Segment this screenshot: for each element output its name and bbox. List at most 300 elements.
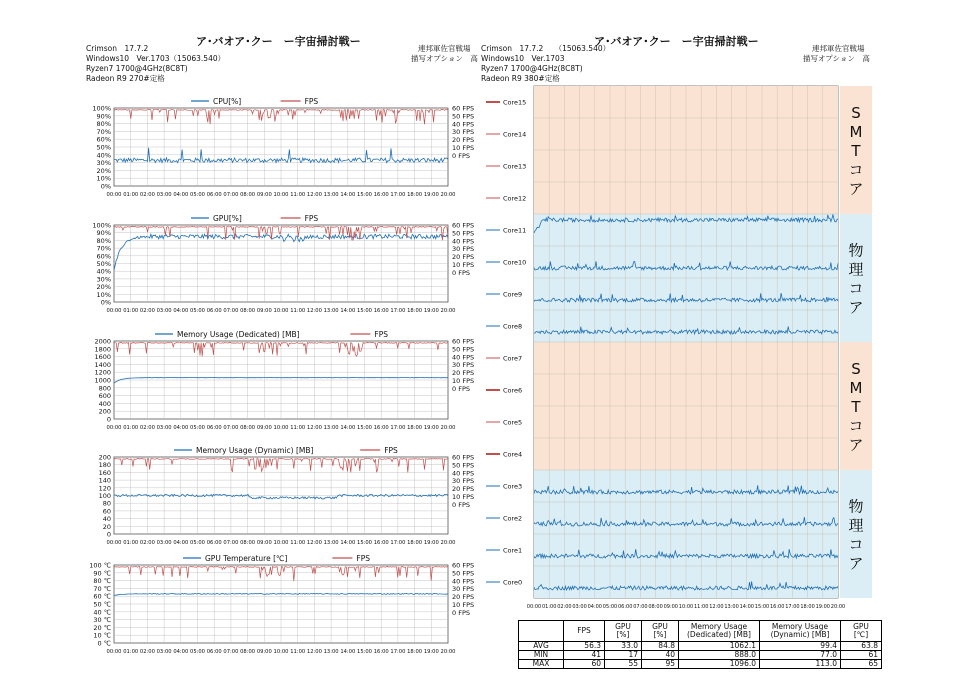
x-tick-label: 06:00 — [206, 192, 222, 198]
stats-cell: 65 — [841, 660, 882, 669]
core-band-label: S — [851, 360, 861, 378]
fps-tick-label: 60 FPS — [452, 453, 475, 462]
y-tick-label: 100 — [98, 492, 111, 500]
y-tick-label: 0 — [106, 415, 111, 424]
fps-tick-label: 10 FPS — [452, 377, 475, 385]
x-tick-label: 08:00 — [240, 308, 256, 314]
y-tick-label: 90% — [96, 112, 111, 121]
x-tick-label: 14:00 — [340, 649, 356, 655]
x-tick-label: 09:00 — [256, 192, 272, 198]
fps-tick-label: 60 FPS — [452, 337, 475, 346]
legend-label-metric: Memory Usage (Dedicated) [MB] — [177, 330, 300, 339]
y-tick-label: 0% — [100, 182, 111, 191]
x-tick-label: 06:00 — [206, 649, 222, 655]
y-tick-label: 60% — [96, 135, 111, 144]
y-tick-label: 60 ℃ — [93, 592, 111, 601]
x-tick-label: 03:00 — [156, 308, 172, 314]
x-tick-label: 17:00 — [390, 649, 406, 655]
fps-tick-label: 50 FPS — [452, 569, 475, 578]
x-tick-label: 02:00 — [139, 308, 155, 314]
left-driver: Crimson 17.7.2 — [86, 44, 149, 53]
x-tick-label: 17:00 — [390, 192, 406, 198]
x-tick-label: 01:00 — [123, 192, 139, 198]
fps-tick-label: 50 FPS — [452, 112, 475, 121]
x-tick-label: 16:00 — [373, 308, 389, 314]
x-tick-label: 06:00 — [206, 425, 222, 431]
x-tick-label: 07:00 — [223, 540, 239, 546]
fps-tick-label: 60 FPS — [452, 104, 475, 113]
core-band-label: コ — [848, 417, 864, 435]
y-tick-label: 1800 — [94, 345, 111, 354]
x-tick-label: 20:00 — [440, 649, 456, 655]
x-tick-label: 18:00 — [407, 308, 423, 314]
core-x-tick-label: 12:00 — [709, 604, 724, 610]
x-tick-label: 00:00 — [106, 308, 122, 314]
core-legend-label: Core3 — [503, 482, 523, 491]
core-x-tick-label: 11:00 — [693, 604, 709, 610]
core-band-label: 物 — [848, 497, 864, 516]
x-tick-label: 02:00 — [139, 540, 155, 546]
x-tick-label: 11:00 — [290, 308, 306, 314]
legend-label-metric: GPU Temperature [℃] — [205, 554, 288, 563]
stats-cell: 17 — [605, 651, 642, 660]
core-legend-label: Core14 — [503, 130, 527, 139]
y-tick-label: 20% — [96, 166, 111, 175]
stats-cell: 888.0 — [679, 651, 760, 660]
stats-cell: 63.8 — [841, 642, 882, 651]
core-band-label: M — [849, 379, 863, 397]
right-option: 描写オプション 高 — [803, 54, 870, 63]
stats-cell: 56.3 — [564, 642, 605, 651]
y-tick-label: 160 — [98, 468, 111, 477]
x-tick-label: 16:00 — [373, 649, 389, 655]
fps-tick-label: 10 FPS — [452, 601, 475, 609]
x-tick-label: 06:00 — [206, 308, 222, 314]
core-x-tick-label: 13:00 — [724, 604, 739, 610]
core-band-label: ア — [848, 554, 864, 573]
stats-header: FPS — [564, 621, 605, 642]
x-tick-label: 15:00 — [357, 540, 372, 546]
stats-header: Memory Usage (Dedicated) [MB] — [679, 621, 760, 642]
x-tick-label: 12:00 — [306, 192, 322, 198]
core-band-label: 物 — [848, 241, 864, 260]
y-tick-label: 90% — [96, 229, 111, 238]
stats-cell: 95 — [642, 660, 679, 669]
y-tick-label: 60% — [96, 252, 111, 261]
core-legend-label: Core2 — [503, 514, 523, 523]
x-tick-label: 11:00 — [290, 649, 306, 655]
legend-label-fps: FPS — [304, 214, 319, 223]
x-tick-label: 15:00 — [357, 425, 372, 431]
y-tick-label: 0% — [100, 298, 111, 307]
core-band-label: T — [851, 398, 861, 416]
y-tick-label: 70 ℃ — [93, 584, 111, 593]
fps-tick-label: 0 FPS — [452, 268, 470, 277]
fps-tick-label: 0 FPS — [452, 151, 470, 160]
legend-label-metric: CPU[%] — [213, 97, 242, 106]
right-stage: 連邦軍佐官戦場 — [812, 44, 865, 53]
x-tick-label: 10:00 — [273, 308, 289, 314]
x-tick-label: 10:00 — [273, 649, 289, 655]
y-tick-label: 80% — [96, 236, 111, 245]
y-tick-label: 180 — [98, 461, 111, 470]
y-tick-label: 50% — [96, 143, 111, 152]
core-x-tick-label: 03:00 — [572, 604, 587, 610]
fps-tick-label: 60 FPS — [452, 221, 475, 230]
fps-tick-label: 40 FPS — [452, 353, 475, 362]
y-tick-label: 600 — [98, 392, 111, 401]
y-tick-label: 80% — [96, 120, 111, 129]
x-tick-label: 08:00 — [240, 192, 256, 198]
y-tick-label: 2000 — [94, 337, 111, 346]
right-cpu: Ryzen7 1700@4GHz(8C8T) — [481, 64, 583, 73]
core-band-label: ア — [848, 298, 864, 317]
core-x-tick-label: 04:00 — [587, 604, 603, 610]
y-tick-label: 400 — [98, 399, 111, 408]
core-x-tick-label: 17:00 — [785, 604, 800, 610]
fps-tick-label: 20 FPS — [452, 485, 475, 494]
y-tick-label: 10% — [96, 290, 111, 299]
legend-label-metric: Memory Usage (Dynamic) [MB] — [196, 446, 314, 455]
core-x-tick-label: 09:00 — [663, 604, 679, 610]
x-tick-label: 05:00 — [190, 308, 205, 314]
right-os: Windows10 Ver.1703 — [481, 54, 565, 63]
legend-label-fps: FPS — [356, 554, 371, 563]
stats-row-label: AVG — [519, 642, 564, 651]
x-tick-label: 13:00 — [323, 425, 339, 431]
stats-cell: 40 — [642, 651, 679, 660]
fps-tick-label: 50 FPS — [452, 229, 475, 238]
y-tick-label: 200 — [98, 407, 111, 416]
x-tick-label: 00:00 — [106, 540, 122, 546]
x-tick-label: 18:00 — [407, 425, 423, 431]
x-tick-label: 12:00 — [306, 540, 322, 546]
x-tick-label: 16:00 — [373, 425, 389, 431]
x-tick-label: 15:00 — [357, 649, 372, 655]
core-band-label: ア — [848, 180, 864, 198]
stats-row-label: MAX — [519, 660, 564, 669]
x-tick-label: 16:00 — [373, 540, 389, 546]
y-tick-label: 200 — [98, 453, 111, 462]
x-tick-label: 14:00 — [340, 308, 356, 314]
fps-tick-label: 40 FPS — [452, 120, 475, 129]
y-tick-label: 30% — [96, 275, 111, 284]
stats-corner — [519, 621, 564, 642]
fps-tick-label: 20 FPS — [452, 369, 475, 378]
stats-row-label: MIN — [519, 651, 564, 660]
x-tick-label: 11:00 — [290, 425, 306, 431]
core-x-tick-label: 10:00 — [678, 604, 694, 610]
core-legend-label: Core4 — [503, 450, 523, 459]
fps-tick-label: 30 FPS — [452, 361, 475, 370]
x-tick-label: 17:00 — [390, 308, 406, 314]
core-band-label: コ — [848, 535, 864, 554]
fps-tick-label: 40 FPS — [452, 577, 475, 586]
y-tick-label: 1000 — [94, 376, 111, 385]
core-x-tick-label: 02:00 — [557, 604, 572, 610]
x-tick-label: 10:00 — [273, 425, 289, 431]
x-tick-label: 04:00 — [173, 649, 189, 655]
x-tick-label: 14:00 — [340, 192, 356, 198]
right-title: ア･バオア･クー ー宇宙掃討戦ー — [594, 35, 759, 48]
fps-tick-label: 20 FPS — [452, 253, 475, 262]
x-tick-label: 13:00 — [323, 308, 339, 314]
y-tick-label: 140 — [98, 476, 111, 485]
fps-tick-label: 10 FPS — [452, 493, 475, 501]
stats-header: Memory Usage (Dynamic) [MB] — [760, 621, 841, 642]
core-legend-label: Core6 — [503, 386, 523, 395]
x-tick-label: 01:00 — [123, 425, 139, 431]
y-tick-label: 30% — [96, 159, 111, 168]
x-tick-label: 08:00 — [240, 649, 256, 655]
x-tick-label: 05:00 — [190, 649, 205, 655]
x-tick-label: 19:00 — [423, 308, 439, 314]
x-tick-label: 18:00 — [407, 649, 423, 655]
x-tick-label: 18:00 — [407, 192, 423, 198]
core-legend-label: Core0 — [503, 578, 523, 587]
x-tick-label: 19:00 — [423, 540, 439, 546]
x-tick-label: 17:00 — [390, 425, 406, 431]
x-tick-label: 08:00 — [240, 425, 256, 431]
core-x-tick-label: 20:00 — [830, 604, 846, 610]
y-tick-label: 10 ℃ — [93, 631, 111, 640]
stats-cell: 99.4 — [760, 642, 841, 651]
left-stage: 連邦軍佐官戦場 — [418, 44, 471, 53]
core-x-tick-label: 07:00 — [633, 604, 648, 610]
y-tick-label: 1600 — [94, 353, 111, 362]
fps-tick-label: 10 FPS — [452, 144, 475, 152]
y-tick-label: 100 ℃ — [89, 561, 111, 570]
x-tick-label: 08:00 — [240, 540, 256, 546]
core-band-label: コ — [848, 279, 864, 298]
x-tick-label: 01:00 — [123, 308, 139, 314]
x-tick-label: 12:00 — [306, 308, 322, 314]
x-tick-label: 07:00 — [223, 425, 239, 431]
core-x-tick-label: 08:00 — [648, 604, 663, 610]
y-tick-label: 80 ℃ — [93, 577, 111, 586]
left-cpu: Ryzen7 1700@4GHz(8C8T) — [86, 64, 188, 73]
y-tick-label: 40% — [96, 267, 111, 276]
x-tick-label: 00:00 — [106, 649, 122, 655]
x-tick-label: 14:00 — [340, 540, 356, 546]
x-tick-label: 10:00 — [273, 192, 289, 198]
x-tick-label: 20:00 — [440, 308, 456, 314]
core-band-label: T — [851, 142, 861, 160]
stats-cell: 55 — [605, 660, 642, 669]
y-tick-label: 1400 — [94, 360, 111, 369]
y-tick-label: 120 — [98, 484, 111, 493]
x-tick-label: 05:00 — [190, 425, 205, 431]
stats-cell: 77.0 — [760, 651, 841, 660]
core-band-label: 理 — [848, 516, 864, 535]
x-tick-label: 14:00 — [340, 425, 356, 431]
legend-label-fps: FPS — [384, 446, 398, 455]
legend-label-fps: FPS — [374, 330, 389, 339]
stats-cell: 113.0 — [760, 660, 841, 669]
core-x-tick-label: 00:00 — [526, 604, 542, 610]
core-legend-label: Core12 — [503, 194, 527, 203]
core-legend-label: Core1 — [503, 546, 523, 555]
x-tick-label: 17:00 — [390, 540, 406, 546]
core-band-label: 理 — [848, 260, 864, 279]
x-tick-label: 11:00 — [290, 192, 306, 198]
x-tick-label: 00:00 — [106, 192, 122, 198]
x-tick-label: 18:00 — [407, 540, 423, 546]
x-tick-label: 07:00 — [223, 308, 239, 314]
x-tick-label: 07:00 — [223, 649, 239, 655]
stats-cell: 61 — [841, 651, 882, 660]
right-gpu: Radeon R9 380#定格 — [481, 74, 560, 83]
core-x-tick-label: 16:00 — [769, 604, 785, 610]
fps-tick-label: 60 FPS — [452, 561, 475, 570]
stats-cell: 1096.0 — [679, 660, 760, 669]
x-tick-label: 13:00 — [323, 192, 339, 198]
x-tick-label: 20:00 — [440, 192, 456, 198]
stats-header: GPU [%] — [605, 621, 642, 642]
left-title: ア･バオア･クー ー宇宙掃討戦ー — [196, 35, 361, 48]
y-tick-label: 100% — [92, 221, 111, 230]
x-tick-label: 02:00 — [139, 425, 155, 431]
x-tick-label: 02:00 — [139, 649, 155, 655]
core-legend-label: Core8 — [503, 322, 523, 331]
y-tick-label: 40 — [102, 515, 111, 524]
x-tick-label: 09:00 — [256, 308, 272, 314]
x-tick-label: 04:00 — [173, 540, 189, 546]
fps-tick-label: 30 FPS — [452, 585, 475, 594]
fps-tick-label: 0 FPS — [452, 384, 470, 393]
left-option: 描写オプション 高 — [411, 54, 478, 63]
stats-cell: 41 — [564, 651, 605, 660]
fps-tick-label: 20 FPS — [452, 593, 475, 602]
y-tick-label: 70% — [96, 244, 111, 253]
core-band-label: S — [851, 104, 861, 122]
fps-tick-label: 50 FPS — [452, 461, 475, 470]
fps-tick-label: 0 FPS — [452, 608, 470, 617]
x-tick-label: 00:00 — [106, 425, 122, 431]
core-band-label: ア — [848, 436, 864, 454]
x-tick-label: 03:00 — [156, 192, 172, 198]
y-tick-label: 50% — [96, 260, 111, 268]
core-legend-label: Core7 — [503, 354, 523, 363]
x-tick-label: 12:00 — [306, 649, 322, 655]
fps-tick-label: 30 FPS — [452, 477, 475, 486]
x-tick-label: 09:00 — [256, 425, 272, 431]
core-x-tick-label: 18:00 — [800, 604, 815, 610]
x-tick-label: 02:00 — [139, 192, 155, 198]
y-tick-label: 20% — [96, 283, 111, 292]
left-os: Windows10 Ver.1703（15063.540） — [86, 54, 226, 63]
fps-tick-label: 50 FPS — [452, 345, 475, 354]
y-tick-label: 20 ℃ — [93, 623, 111, 632]
x-tick-label: 12:00 — [306, 425, 322, 431]
x-tick-label: 15:00 — [357, 192, 372, 198]
legend-label-fps: FPS — [304, 97, 319, 106]
y-tick-label: 90 ℃ — [93, 569, 111, 578]
x-tick-label: 16:00 — [373, 192, 389, 198]
core-x-tick-label: 06:00 — [617, 604, 633, 610]
y-tick-label: 40 ℃ — [93, 608, 111, 617]
fps-tick-label: 0 FPS — [452, 500, 470, 509]
fps-tick-label: 10 FPS — [452, 261, 475, 269]
y-tick-label: 1200 — [94, 368, 111, 377]
x-tick-label: 20:00 — [440, 425, 456, 431]
x-tick-label: 19:00 — [423, 192, 439, 198]
x-tick-label: 10:00 — [273, 540, 289, 546]
x-tick-label: 20:00 — [440, 540, 456, 546]
y-tick-label: 70% — [96, 127, 111, 136]
stats-cell: 1062.1 — [679, 642, 760, 651]
stats-cell: 84.8 — [642, 642, 679, 651]
x-tick-label: 04:00 — [173, 192, 189, 198]
x-tick-label: 01:00 — [123, 540, 139, 546]
y-tick-label: 0 ℃ — [97, 639, 111, 648]
x-tick-label: 06:00 — [206, 540, 222, 546]
y-tick-label: 100% — [92, 104, 111, 113]
x-tick-label: 03:00 — [156, 649, 172, 655]
fps-tick-label: 40 FPS — [452, 237, 475, 246]
right-driver: Crimson 17.7.2 （15063.540） — [481, 44, 611, 53]
stats-header-row — [519, 621, 882, 642]
core-band-label: M — [849, 123, 863, 141]
stats-cell: 33.0 — [605, 642, 642, 651]
y-tick-label: 30 ℃ — [93, 616, 111, 625]
x-tick-label: 04:00 — [173, 308, 189, 314]
y-tick-label: 60 — [102, 507, 111, 516]
core-legend-label: Core13 — [503, 162, 527, 171]
x-tick-label: 03:00 — [156, 425, 172, 431]
x-tick-label: 09:00 — [256, 540, 272, 546]
fps-tick-label: 40 FPS — [452, 469, 475, 478]
core-legend-label: Core9 — [503, 290, 523, 299]
x-tick-label: 01:00 — [123, 649, 139, 655]
stats-cell: 60 — [564, 660, 605, 669]
x-tick-label: 19:00 — [423, 425, 439, 431]
core-x-tick-label: 01:00 — [541, 604, 557, 610]
x-tick-label: 04:00 — [173, 425, 189, 431]
x-tick-label: 07:00 — [223, 192, 239, 198]
y-tick-label: 800 — [98, 384, 111, 393]
x-tick-label: 15:00 — [357, 308, 372, 314]
stats-header: GPU [℃] — [841, 621, 882, 642]
y-tick-label: 20 — [102, 522, 111, 531]
core-legend-label: Core11 — [503, 226, 527, 235]
core-legend-label: Core10 — [503, 258, 527, 267]
core-x-tick-label: 15:00 — [754, 604, 770, 610]
legend-label-metric: GPU[%] — [213, 214, 242, 223]
x-tick-label: 03:00 — [156, 540, 172, 546]
stats-row — [519, 660, 882, 669]
y-tick-label: 10% — [96, 174, 111, 183]
core-x-tick-label: 19:00 — [815, 604, 831, 610]
x-tick-label: 05:00 — [190, 540, 205, 546]
x-tick-label: 05:00 — [190, 192, 205, 198]
y-tick-label: 50 ℃ — [93, 600, 111, 609]
x-tick-label: 13:00 — [323, 540, 339, 546]
fps-tick-label: 30 FPS — [452, 245, 475, 254]
x-tick-label: 13:00 — [323, 649, 339, 655]
core-band-label: コ — [848, 161, 864, 179]
y-tick-label: 40% — [96, 151, 111, 160]
y-tick-label: 0 — [106, 530, 111, 539]
core-legend-label: Core15 — [503, 98, 527, 107]
x-tick-label: 19:00 — [423, 649, 439, 655]
fps-tick-label: 30 FPS — [452, 128, 475, 137]
left-gpu: Radeon R9 270#定格 — [86, 74, 165, 83]
core-x-tick-label: 14:00 — [739, 604, 755, 610]
fps-tick-label: 20 FPS — [452, 136, 475, 145]
x-tick-label: 11:00 — [290, 540, 306, 546]
x-tick-label: 09:00 — [256, 649, 272, 655]
